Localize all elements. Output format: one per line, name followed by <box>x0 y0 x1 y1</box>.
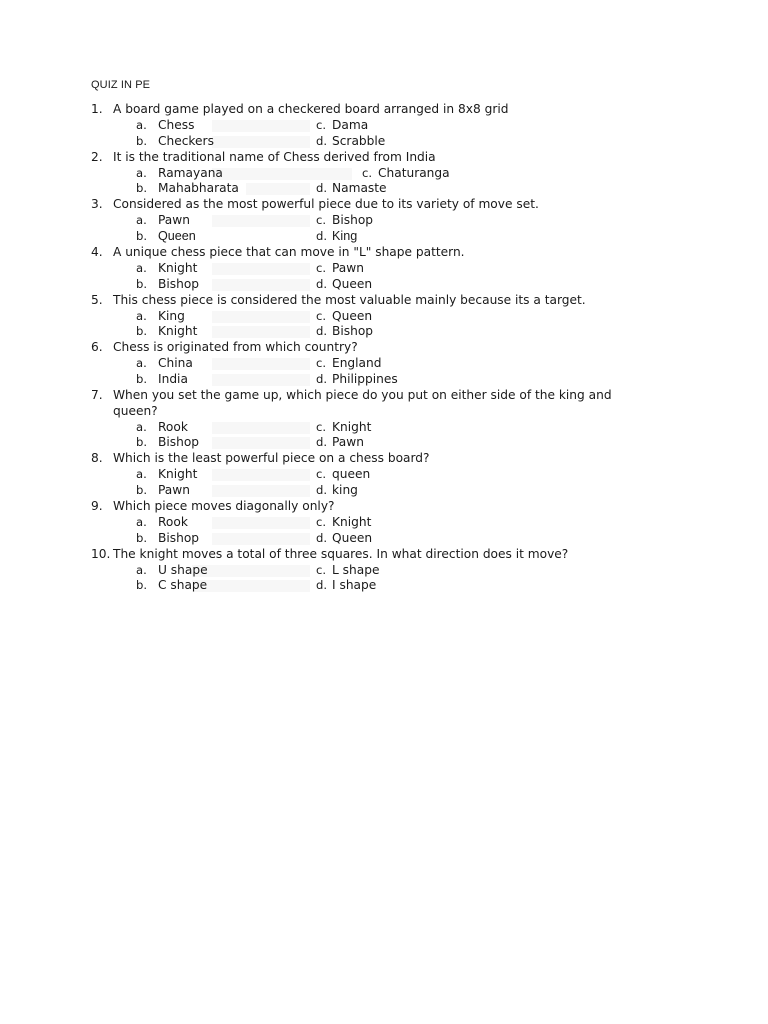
question-1 <box>0 102 768 118</box>
option-letter: b. <box>136 372 148 387</box>
option-letter: a. <box>136 260 147 275</box>
option-letter: b. <box>136 530 148 545</box>
option-letter: d. <box>316 229 328 244</box>
option-letter: d. <box>316 181 328 196</box>
question-6 <box>0 340 768 356</box>
option-text: Queen <box>332 530 373 545</box>
option-row <box>0 372 768 388</box>
question-7 <box>0 388 768 420</box>
question-10 <box>0 547 768 563</box>
option-row <box>0 420 768 436</box>
option-letter: c. <box>316 514 327 529</box>
option-text: Knight <box>332 419 372 434</box>
option-text: India <box>158 372 188 387</box>
option-text: Pawn <box>158 213 190 228</box>
highlight-shade <box>212 358 310 370</box>
option-letter: a. <box>136 514 147 529</box>
question-number: 1. <box>91 102 103 116</box>
option-text: Rook <box>158 419 188 434</box>
option-letter: b. <box>136 435 148 450</box>
highlight-shade <box>212 469 310 481</box>
option-letter: c. <box>316 308 327 323</box>
question-text: Considered as the most powerful piece due to its variety of move set. <box>113 197 539 212</box>
highlight-shade <box>212 437 310 449</box>
question-text: Which piece moves diagonally only? <box>113 498 335 513</box>
highlight-shade <box>212 120 310 132</box>
question-4 <box>0 245 768 261</box>
highlight-shade <box>212 517 310 529</box>
option-letter: d. <box>316 483 328 498</box>
highlight-shade <box>212 374 310 386</box>
question-text: A board game played on a checkered board arranged in 8x8 grid <box>113 102 509 116</box>
option-letter: d. <box>316 435 328 450</box>
option-letter: b. <box>136 578 148 593</box>
option-text: Bishop <box>332 324 374 339</box>
option-text: Bishop <box>158 530 200 545</box>
option-text: I shape <box>332 578 377 593</box>
option-letter: c. <box>316 467 327 482</box>
quiz-list <box>0 102 768 594</box>
option-letter: b. <box>136 276 148 291</box>
option-row <box>0 483 768 499</box>
question-text: A unique chess piece that can move in "L" shape pattern. <box>113 245 465 260</box>
option-letter: b. <box>136 324 148 339</box>
option-text: Knight <box>332 514 372 529</box>
highlight-shade <box>212 533 310 545</box>
highlight-shade <box>212 485 310 497</box>
option-text: Knight <box>158 260 198 275</box>
question-text: Which is the least powerful piece on a chess board? <box>113 451 430 466</box>
option-text: Chaturanga <box>378 165 450 180</box>
option-letter: d. <box>316 324 328 339</box>
document-title: QUIZ IN PE <box>91 79 151 91</box>
option-letter: b. <box>136 133 148 148</box>
option-row <box>0 578 768 594</box>
highlight-shade <box>212 136 310 148</box>
option-row <box>0 134 768 150</box>
option-row <box>0 324 768 340</box>
question-number: 6. <box>91 340 103 355</box>
option-text: Queen <box>332 276 373 291</box>
option-letter: c. <box>316 260 327 275</box>
question-3 <box>0 197 768 213</box>
option-text: England <box>332 356 382 371</box>
option-letter: b. <box>136 483 148 498</box>
highlight-shade <box>212 215 310 227</box>
option-text: Knight <box>158 467 198 482</box>
option-text: Dama <box>332 117 369 132</box>
question-number: 8. <box>91 451 103 466</box>
option-letter: a. <box>136 165 147 180</box>
question-number: 9. <box>91 498 103 513</box>
option-letter: c. <box>362 165 373 180</box>
option-letter: a. <box>136 562 147 577</box>
option-text: Queen <box>332 308 373 323</box>
question-number: 5. <box>91 292 103 307</box>
option-row <box>0 563 768 579</box>
option-text: C shape <box>158 578 208 593</box>
option-letter: a. <box>136 419 147 434</box>
highlight-shade <box>212 326 310 338</box>
option-row <box>0 531 768 547</box>
option-text: Pawn <box>158 483 190 498</box>
highlight-shade <box>212 311 310 323</box>
option-letter: d. <box>316 276 328 291</box>
option-letter: c. <box>316 356 327 371</box>
question-text: This chess piece is considered the most valuable mainly because its a target. <box>113 292 586 307</box>
option-text: Checkers <box>158 133 214 148</box>
highlight-shade <box>192 565 310 577</box>
option-letter: b. <box>136 229 148 244</box>
option-text: Chess <box>158 117 195 132</box>
option-letter: a. <box>136 356 147 371</box>
highlight-shade <box>212 279 310 291</box>
option-letter: a. <box>136 308 147 323</box>
option-text: King <box>332 229 358 244</box>
question-text: Chess is originated from which country? <box>113 340 358 355</box>
question-9 <box>0 499 768 515</box>
option-letter: c. <box>316 117 327 132</box>
option-letter: d. <box>316 530 328 545</box>
option-letter: a. <box>136 213 147 228</box>
question-number: 3. <box>91 197 103 212</box>
option-row <box>0 309 768 325</box>
option-row <box>0 515 768 531</box>
option-row <box>0 229 768 245</box>
option-letter: c. <box>316 562 327 577</box>
option-text: Ramayana <box>158 165 223 180</box>
option-letter: c. <box>316 419 327 434</box>
question-number: 10. <box>91 546 111 561</box>
highlight-shade <box>212 263 310 275</box>
option-letter: b. <box>136 181 148 196</box>
highlight-shade <box>246 183 310 195</box>
option-text: Scrabble <box>332 133 386 148</box>
option-text: L shape <box>332 562 380 577</box>
option-letter: c. <box>316 213 327 228</box>
option-letter: d. <box>316 372 328 387</box>
option-text: Namaste <box>332 181 387 196</box>
option-text: Pawn <box>332 260 364 275</box>
option-text: U shape <box>158 562 208 577</box>
option-text: queen <box>332 467 371 482</box>
option-row <box>0 118 768 134</box>
option-letter: d. <box>316 133 328 148</box>
question-2 <box>0 150 768 166</box>
option-letter: d. <box>316 578 328 593</box>
option-text: king <box>332 483 358 498</box>
highlight-shade <box>212 422 310 434</box>
option-letter: a. <box>136 467 147 482</box>
option-row <box>0 213 768 229</box>
question-number: 7. <box>91 388 103 403</box>
option-text: Bishop <box>332 213 374 228</box>
option-letter: a. <box>136 117 147 132</box>
option-text: King <box>158 308 185 323</box>
option-row <box>0 166 768 182</box>
question-number: 2. <box>91 149 103 164</box>
question-8 <box>0 451 768 467</box>
question-text: When you set the game up, which piece do you put on either side of the king and queen? <box>113 388 612 418</box>
option-text: Knight <box>158 324 198 339</box>
option-text: Mahabharata <box>158 181 239 196</box>
option-text: Philippines <box>332 372 398 387</box>
question-5 <box>0 293 768 309</box>
option-text: Pawn <box>332 435 364 450</box>
option-text: Queen <box>158 229 196 244</box>
option-row <box>0 277 768 293</box>
option-text: Bishop <box>158 435 200 450</box>
highlight-shade <box>192 580 310 592</box>
option-text: Rook <box>158 514 188 529</box>
option-row <box>0 181 768 197</box>
option-text: Bishop <box>158 276 200 291</box>
question-text: It is the traditional name of Chess derived from India <box>113 149 436 164</box>
question-text: The knight moves a total of three squares. In what direction does it move? <box>113 546 569 561</box>
option-row <box>0 356 768 372</box>
option-row <box>0 261 768 277</box>
option-row <box>0 467 768 483</box>
highlight-shade <box>212 168 352 180</box>
question-number: 4. <box>91 245 103 260</box>
option-text: China <box>158 356 193 371</box>
option-row <box>0 435 768 451</box>
